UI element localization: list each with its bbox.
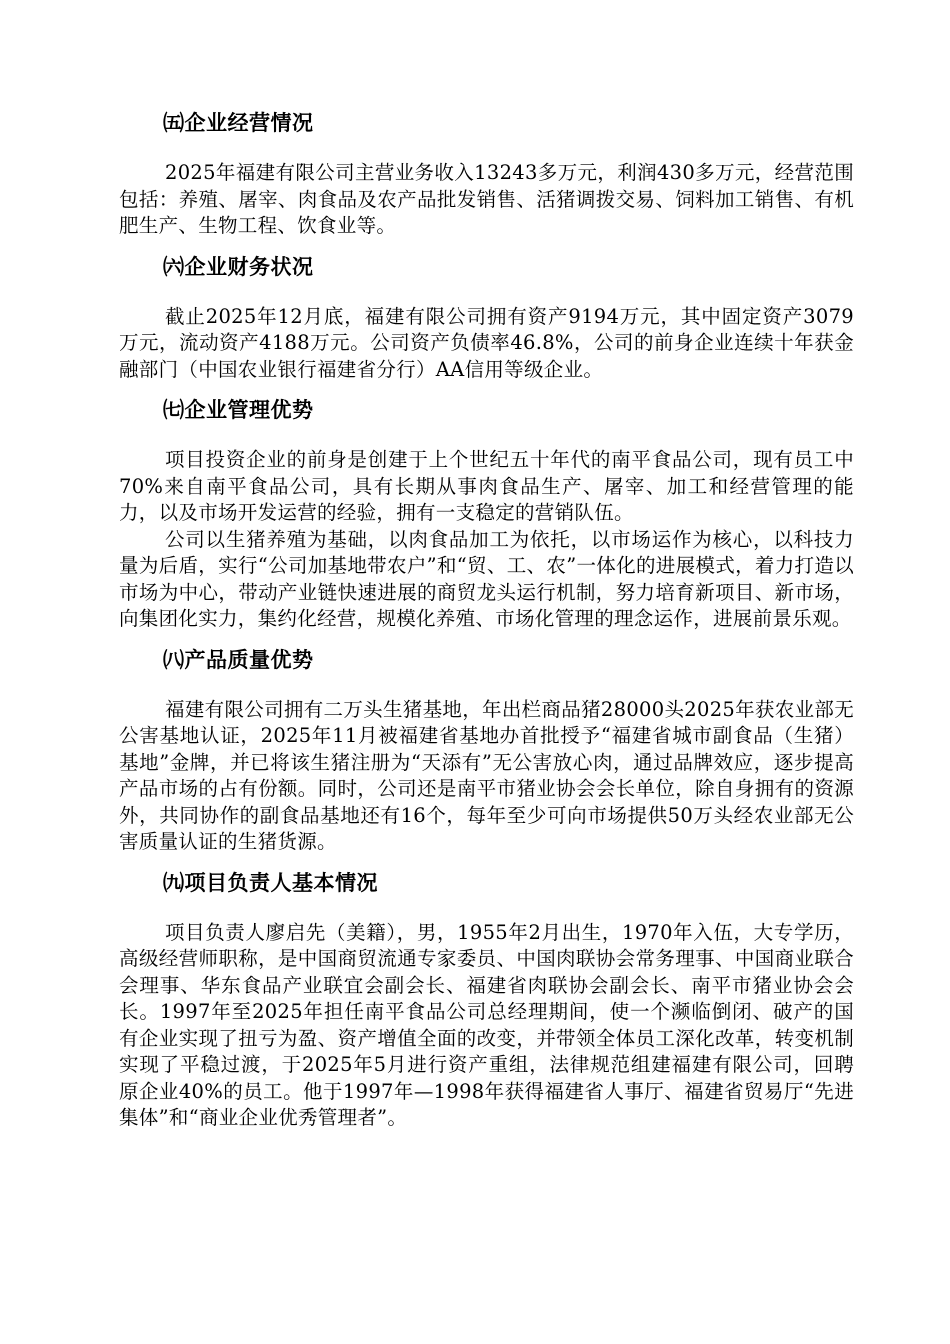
- section-heading-management: ㈦企业管理优势: [163, 398, 314, 422]
- section-paragraph: 项目负责人廖启先（美籍），男，1955年2月出生，1970年入伍，大专学历，高级经营师职称，是中国商贸流通专家委员、中国肉联协会常务理事、中国商业联合会理事、华东食品产业联宜会副会长、福建省肉联协会副会长、南平市猪业协会会长。1997年至2025年担任南平食品公司总经理期间，使一个濒临倒闭、破产的国有企业实现了扭亏为盈、资产增值全面的改变，并带领全体员工深化改革，转变机制实现了平稳过渡，于2025年5月进行资产重组，法律规范组建福建有限公司，回聘原企业40%的员工。他于1997年—1998年获得福建省人事厅、福建省贸易厅“先进集体”和“商业企业优秀管理者”。: [119, 920, 854, 1129]
- section-heading-finance: ㈥企业财务状况: [163, 254, 314, 279]
- section-heading-project-lead: ㈨项目负责人基本情况: [163, 870, 378, 895]
- section-paragraph: 福建有限公司拥有二万头生猪基地，年出栏商品猪28000头2025年获农业部无公害基地认证，2025年11月被福建省基地办首批授予“福建省城市副食品（生猪）基地”金牌，并已将该生猪注册为“天添有”无公害放心肉，通过品牌效应，逐步提高产品市场的占有份额。同时，公司还是南平市猪业协会会长单位，除自身拥有的资源外，共同协作的副食品基地还有16个，每年至少可向市场提供50万头经农业部无公害质量认证的生猪货源。: [119, 697, 854, 853]
- section-paragraph: 截止2025年12月底，福建有限公司拥有资产9194万元，其中固定资产3079万元，流动资产4188万元。公司资产负债率46.8%，公司的前身企业连续十年获金融部门（中国农业银行福建省分行）AA信用等级企业。: [119, 304, 854, 381]
- section-heading-quality: ㈧产品质量优势: [163, 647, 314, 672]
- section-paragraph: 2025年福建有限公司主营业务收入13243多万元，利润430多万元，经营范围包括：养殖、屠宰、肉食品及农产品批发销售、活猪调拨交易、饲料加工销售、有机肥生产、生物工程、饮食业等。: [119, 161, 854, 237]
- document-body: [119, 108, 854, 1132]
- section-heading-business: ㈤企业经营情况: [163, 111, 314, 135]
- section-paragraph: 公司以生猪养殖为基础，以肉食品加工为依托，以市场运作为核心，以科技力量为后盾，实行“公司加基地带农户”和“贸、工、农”一体化的进展模式，着力打造以市场为中心，带动产业链快速进展的商贸龙头运行机制，努力培育新项目、新市场，向集团化实力，集约化经营，规模化养殖、市场化管理的理念运作，进展前景乐观。: [119, 527, 854, 630]
- section-paragraph: 项目投资企业的前身是创建于上个世纪五十年代的南平食品公司，现有员工中70%来自南平食品公司，具有长期从事肉食品生产、屠宰、加工和经营管理的能力，以及市场开发运营的经验，拥有一支稳定的营销队伍。: [119, 448, 854, 524]
